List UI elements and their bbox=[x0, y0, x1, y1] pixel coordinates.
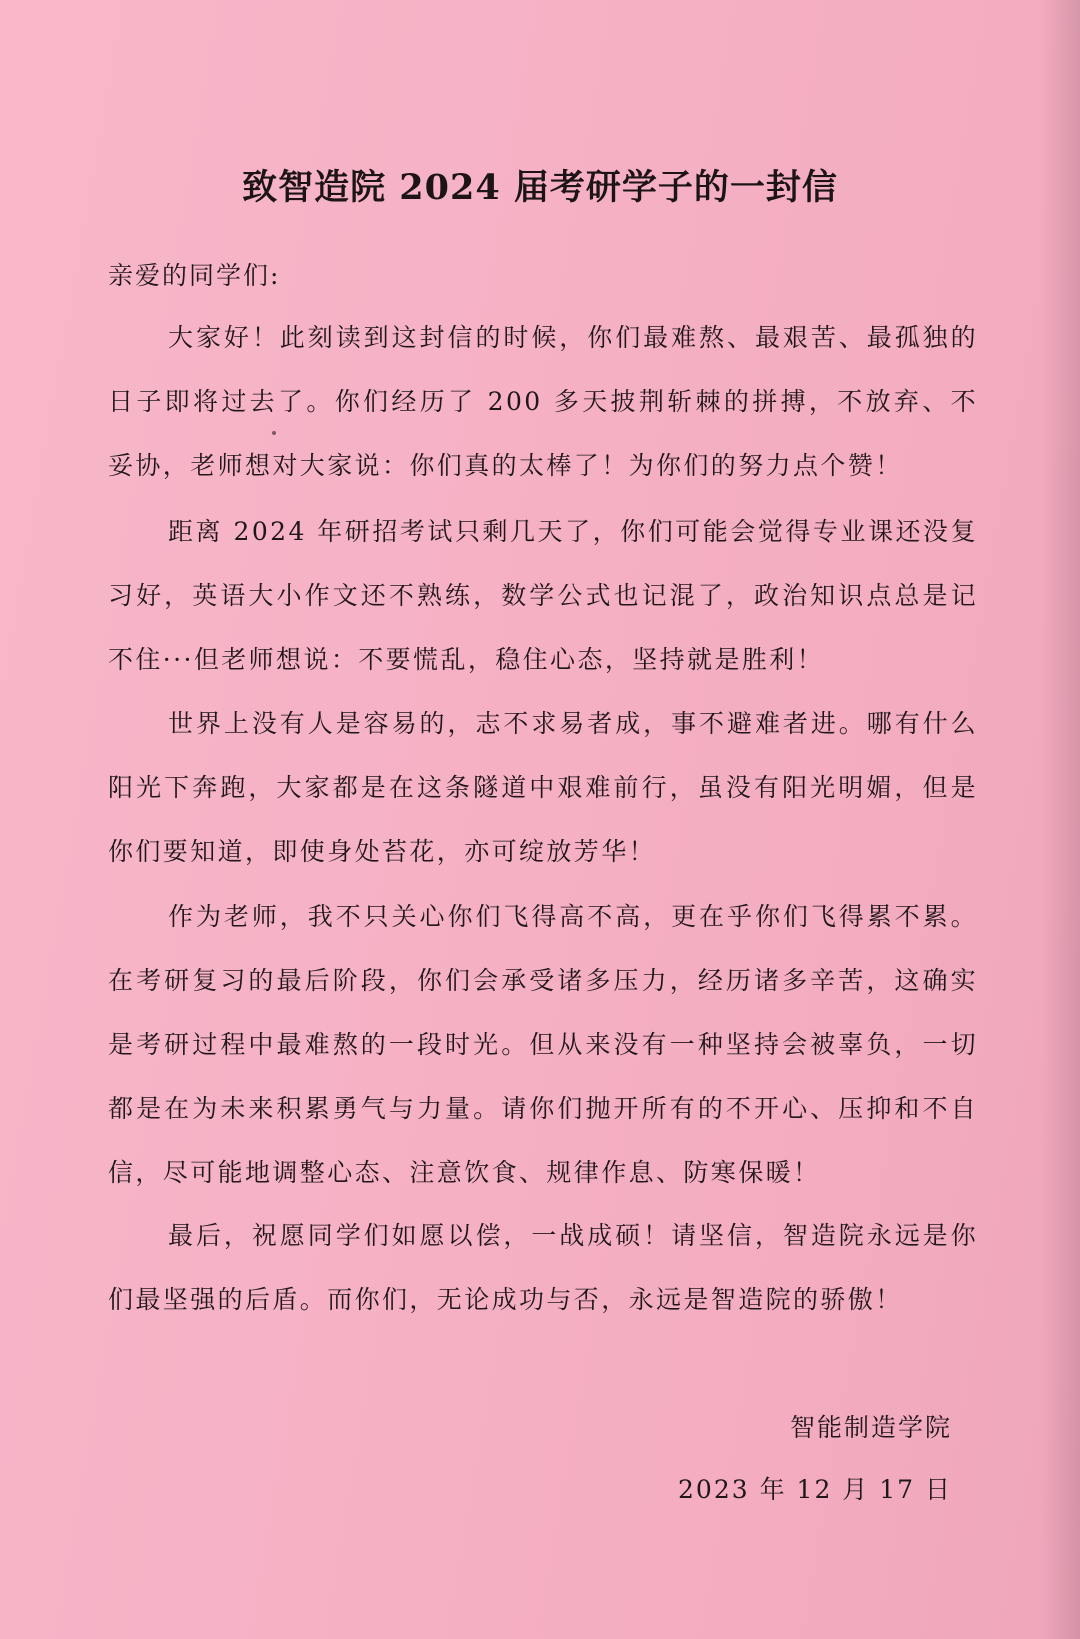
letter-paragraph: 最后，祝愿同学们如愿以偿，一战成硕！请坚信，智造院永远是你们最坚强的后盾。而你们，无论成功与否，永远是智造院的骄傲！ bbox=[108, 1221, 978, 1314]
letter-title: 致智造院 2024 届考研学子的一封信 bbox=[242, 167, 838, 208]
signature-organization: 智能制造学院 bbox=[789, 1413, 952, 1442]
letter-paragraph: 作为老师，我不只关心你们飞得高不高，更在乎你们飞得累不累。在考研复习的最后阶段，你们会承受诸多压力，经历诸多辛苦，这确实是考研过程中最难熬的一段时光。但从来没有一种坚持会被辜负，一切都是在为未来积累勇气与力量。请你们抛开所有的不开心、压抑和不自信，尽可能地调整心态、注意饮食、规律作息、防寒保暖！ bbox=[108, 902, 978, 1187]
signature-date: 2023 年 12 月 17 日 bbox=[678, 1475, 952, 1504]
letter-paragraph: 大家好！此刻读到这封信的时候，你们最难熬、最艰苦、最孤独的日子即将过去了。你们经历了 200 多天披荆斩棘的拼搏，不放弃、不妥协，老师想对大家说：你们真的太棒了！为你们的努力点个赞！ bbox=[108, 323, 978, 480]
paper-speck bbox=[272, 431, 276, 435]
letter-paragraph: 距离 2024 年研招考试只剩几天了，你们可能会觉得专业课还没复习好，英语大小作文还不熟练，数学公式也记混了，政治知识点总是记不住···但老师想说：不要慌乱，稳住心态，坚持就是胜利！ bbox=[108, 517, 978, 674]
letter-greeting: 亲爱的同学们: bbox=[108, 261, 281, 290]
letter-paragraph: 世界上没有人是容易的，志不求易者成，事不避难者进。哪有什么阳光下奔跑，大家都是在这条隧道中艰难前行，虽没有阳光明媚，但是你们要知道，即使身处苔花，亦可绽放芳华！ bbox=[108, 709, 978, 866]
page-edge-shadow bbox=[1040, 0, 1080, 1639]
